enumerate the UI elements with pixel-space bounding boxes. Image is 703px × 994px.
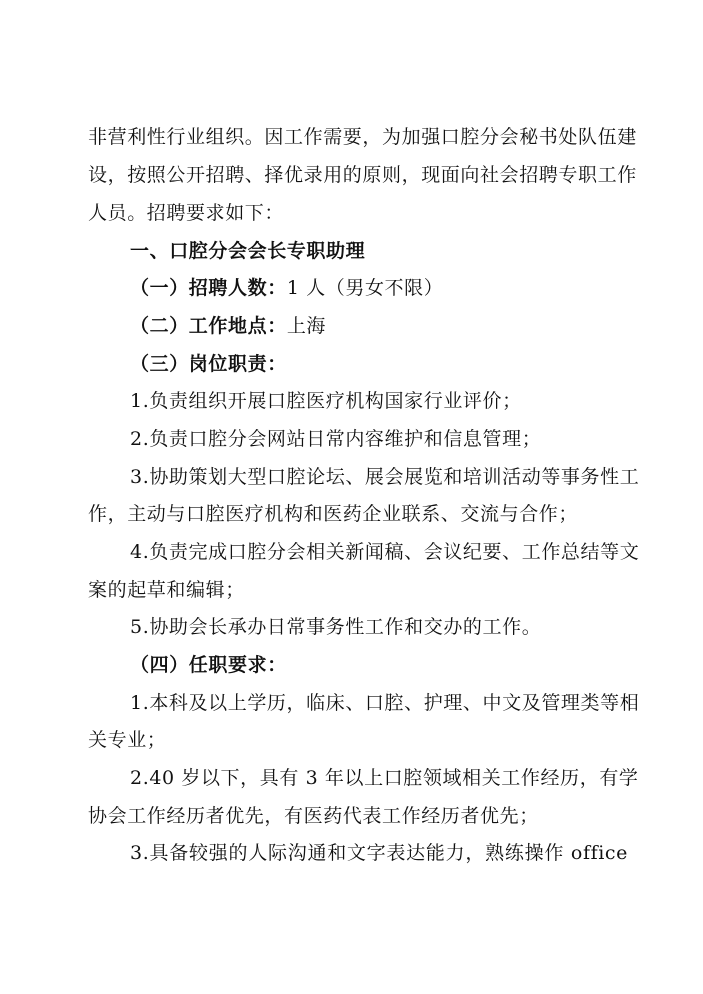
duty-item: 5.协助会长承办日常事务性工作和交办的工作。 xyxy=(130,616,542,638)
recruit-count-label: （一）招聘人数： xyxy=(130,277,287,299)
work-location xyxy=(130,311,628,341)
work-location-value: 上海 xyxy=(286,315,327,337)
requirement-item: 1.本科及以上学历，临床、口腔、护理、中文及管理类等相 xyxy=(130,692,640,714)
duty-item: 3.协助策划大型口腔论坛、展会展览和培训活动等事务性工 xyxy=(130,466,640,488)
body-text-line: 非营利性行业组织。因工作需要，为加强口腔分会秘书处队伍建 xyxy=(88,126,637,148)
section-heading: 一、口腔分会会长专职助理 xyxy=(130,240,366,262)
requirement-item-continued: 关专业； xyxy=(88,729,167,751)
duty-item-continued: 案的起草和编辑； xyxy=(88,579,245,601)
duty-item-continued: 作，主动与口腔医疗机构和医药企业联系、交流与合作； xyxy=(88,503,579,525)
requirements-heading: （四）任职要求： xyxy=(130,654,287,676)
recruit-count xyxy=(130,273,628,303)
body-text-line: 设，按照公开招聘、择优录用的原则，现面向社会招聘专职工作 xyxy=(88,164,637,186)
duties-heading: （三）岗位职责： xyxy=(130,353,287,375)
body-text-line: 人员。招聘要求如下： xyxy=(88,202,285,224)
requirement-item-continued: 协会工作经历者优先，有医药代表工作经历者优先； xyxy=(88,805,539,827)
requirement-item: 3.具备较强的人际沟通和文字表达能力，熟练操作 office xyxy=(130,842,628,864)
duty-item: 1.负责组织开展口腔医疗机构国家行业评价； xyxy=(130,390,522,412)
requirement-item: 2.40 岁以下，具有 3 年以上口腔领域相关工作经历，有学 xyxy=(130,767,639,789)
recruit-count-value: 1 人（男女不限） xyxy=(286,277,444,299)
duty-item: 4.负责完成口腔分会相关新闻稿、会议纪要、工作总结等文 xyxy=(130,541,640,563)
work-location-label: （二）工作地点： xyxy=(130,315,287,337)
duty-item: 2.负责口腔分会网站日常内容维护和信息管理； xyxy=(130,428,542,450)
